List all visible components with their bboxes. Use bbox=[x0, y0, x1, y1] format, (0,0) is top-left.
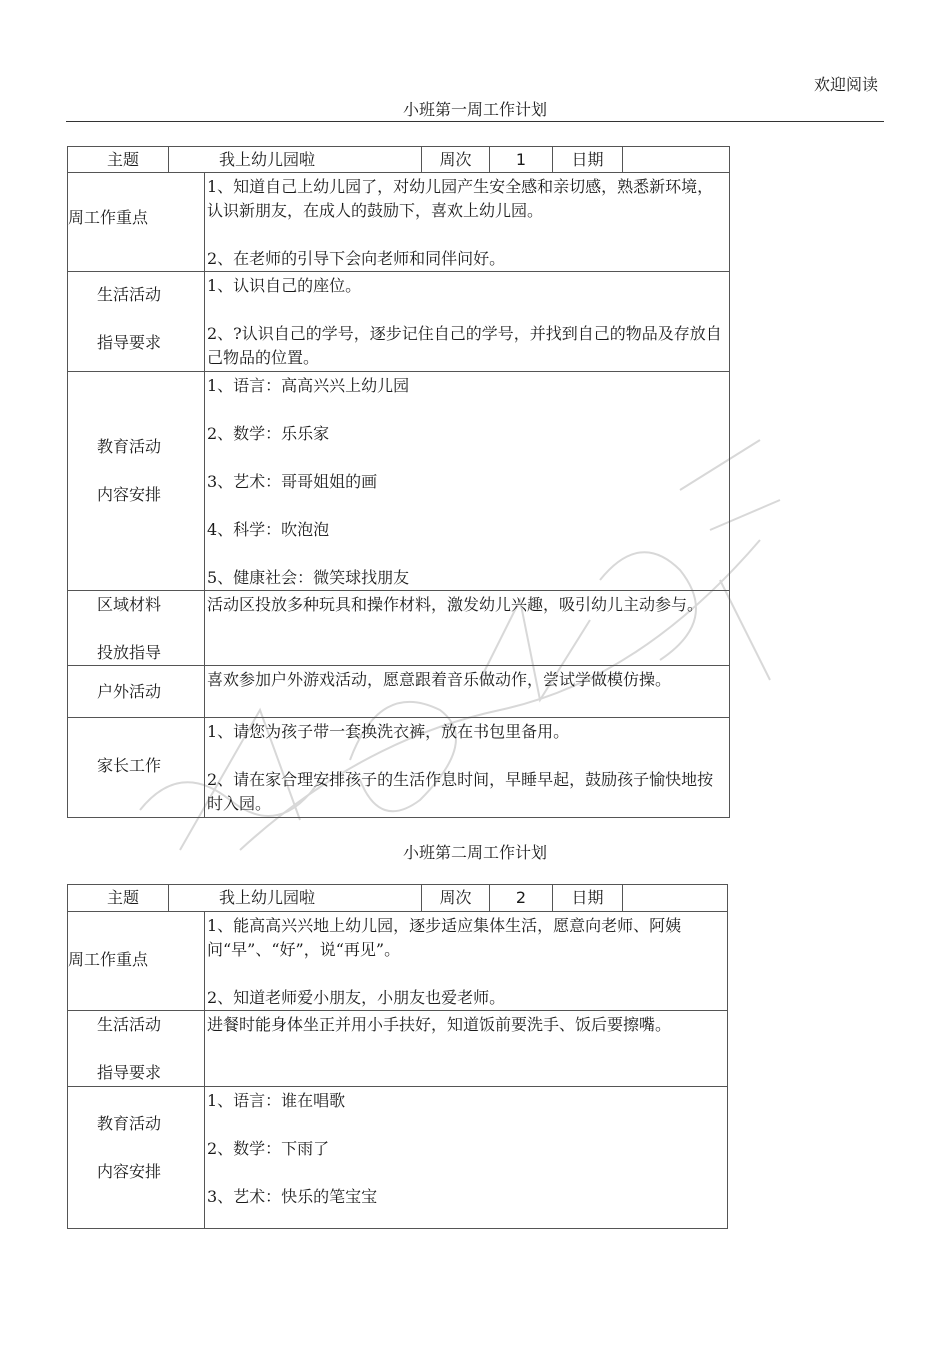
education-label-line: 内容安排 bbox=[97, 485, 162, 504]
life-label-line: 指导要求 bbox=[97, 333, 162, 352]
life-label-line: 生活活动 bbox=[97, 1015, 162, 1034]
date-label: 日期 bbox=[553, 885, 623, 912]
focus-item: 2、在老师的引导下会向老师和同伴问好。 bbox=[207, 249, 506, 268]
theme-value: 我上幼儿园啦 bbox=[169, 147, 422, 173]
education-label-line: 教育活动 bbox=[97, 437, 162, 456]
theme-label: 主题 bbox=[68, 885, 169, 912]
focus-item: 2、知道老师爱小朋友，小朋友也爱老师。 bbox=[207, 988, 506, 1007]
theme-value: 我上幼儿园啦 bbox=[169, 885, 422, 912]
focus-content bbox=[205, 912, 728, 1011]
education-label bbox=[68, 372, 205, 591]
area-content: 活动区投放多种玩具和操作材料，激发幼儿兴趣，吸引幼儿主动参与。 bbox=[205, 591, 730, 666]
week-value: 1 bbox=[490, 147, 553, 173]
education-item: 2、数学：乐乐家 bbox=[207, 424, 330, 443]
education-item: 3、艺术：快乐的笔宝宝 bbox=[207, 1187, 378, 1206]
education-item: 2、数学：下雨了 bbox=[207, 1139, 330, 1158]
education-label-line: 教育活动 bbox=[97, 1113, 162, 1133]
education-item: 3、艺术：哥哥姐姐的画 bbox=[207, 472, 378, 491]
theme-label: 主题 bbox=[68, 147, 169, 173]
week-label: 周次 bbox=[422, 147, 490, 173]
area-label-line: 投放指导 bbox=[97, 643, 162, 662]
area-label-line: 区域材料 bbox=[97, 595, 162, 614]
education-item: 1、语言：高高兴兴上幼儿园 bbox=[207, 376, 410, 395]
education-item: 1、语言：谁在唱歌 bbox=[207, 1091, 346, 1110]
education-content bbox=[205, 372, 730, 591]
outdoor-content: 喜欢参加户外游戏活动，愿意跟着音乐做动作，尝试学做模仿操。 bbox=[205, 666, 730, 718]
date-value bbox=[623, 885, 728, 912]
header-rule bbox=[66, 121, 884, 122]
header-note: 欢迎阅读 bbox=[813, 75, 878, 94]
date-label: 日期 bbox=[553, 147, 623, 173]
date-value bbox=[623, 147, 730, 173]
week-value: 2 bbox=[490, 885, 553, 912]
life-content bbox=[205, 272, 730, 372]
focus-item: 1、能高高兴兴地上幼儿园，逐步适应集体生活，愿意向老师、阿姨问“早”、“好”，说“再见”。 bbox=[207, 916, 682, 959]
week2-title: 小班第二周工作计划 bbox=[402, 843, 547, 862]
life-label-line: 生活活动 bbox=[97, 285, 162, 304]
week1-title: 小班第一周工作计划 bbox=[402, 100, 547, 119]
life-label bbox=[68, 272, 205, 372]
education-label bbox=[68, 1087, 205, 1229]
week2-table bbox=[67, 884, 728, 1229]
focus-item: 1、知道自己上幼儿园了，对幼儿园产生安全感和亲切感，熟悉新环境，认识新朋友，在成人的鼓励下，喜欢上幼儿园。 bbox=[207, 177, 714, 220]
week1-table bbox=[67, 146, 730, 818]
focus-label: 周工作重点 bbox=[68, 912, 205, 1011]
education-item: 5、健康社会：微笑球找朋友 bbox=[207, 568, 410, 587]
parents-label: 家长工作 bbox=[68, 718, 205, 818]
education-item: 4、科学：吹泡泡 bbox=[207, 520, 330, 539]
life-item: 2、?认识自己的学号，逐步记住自己的学号，并找到自己的物品及存放自己物品的位置。 bbox=[207, 324, 722, 367]
education-content bbox=[205, 1087, 728, 1229]
parents-item: 2、请在家合理安排孩子的生活作息时间，早睡早起，鼓励孩子愉快地按时入园。 bbox=[207, 770, 714, 813]
education-label-line: 内容安排 bbox=[97, 1161, 162, 1181]
life-content: 进餐时能身体坐正并用小手扶好，知道饭前要洗手、饭后要擦嘴。 bbox=[205, 1011, 728, 1087]
focus-label: 周工作重点 bbox=[68, 173, 205, 272]
life-label bbox=[68, 1011, 205, 1087]
focus-content bbox=[205, 173, 730, 272]
week-label: 周次 bbox=[422, 885, 490, 912]
parents-item: 1、请您为孩子带一套换洗衣裤，放在书包里备用。 bbox=[207, 722, 570, 741]
life-label-line: 指导要求 bbox=[97, 1063, 162, 1082]
area-label bbox=[68, 591, 205, 666]
parents-content bbox=[205, 718, 730, 818]
life-item: 1、认识自己的座位。 bbox=[207, 276, 362, 295]
outdoor-label: 户外活动 bbox=[68, 666, 205, 718]
